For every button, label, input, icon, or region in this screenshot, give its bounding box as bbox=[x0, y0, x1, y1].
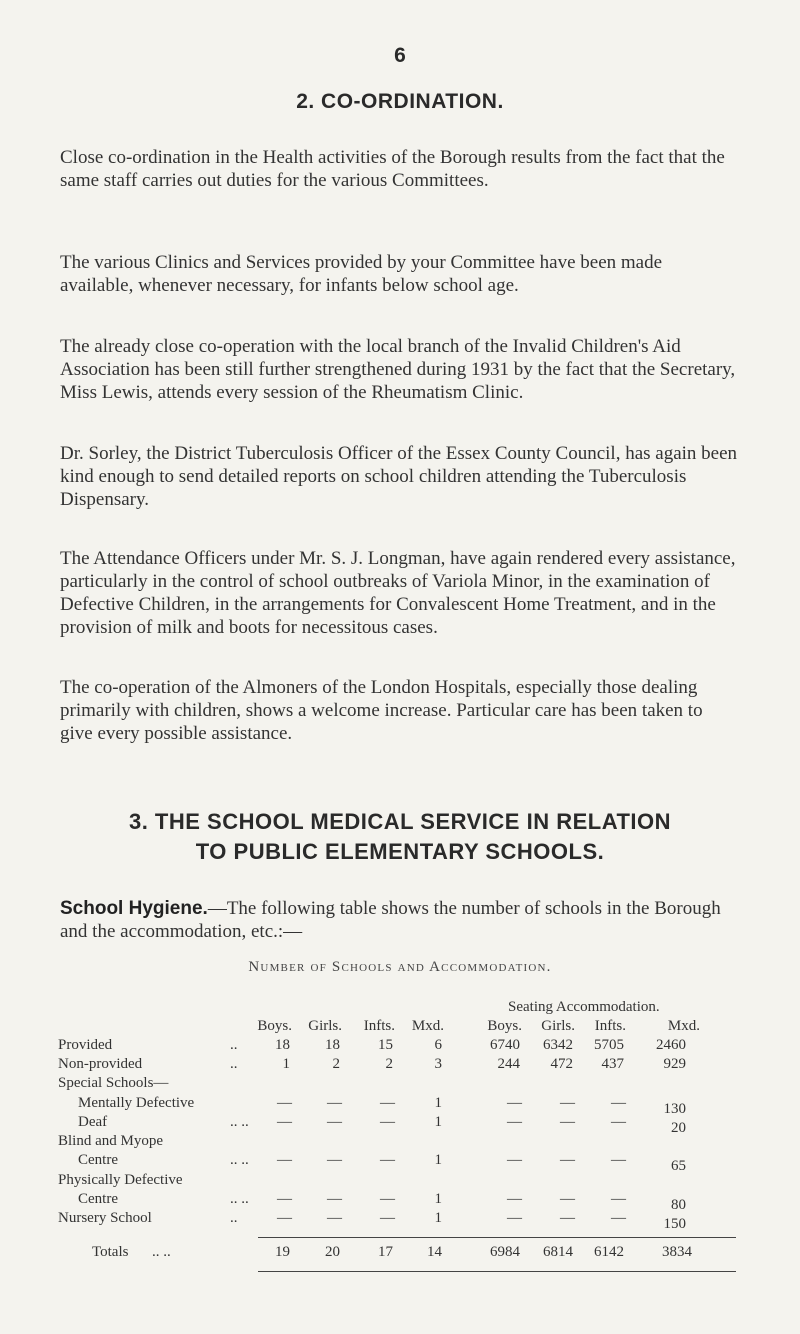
table-cell: 2 bbox=[332, 1056, 340, 1072]
table-cell: — bbox=[380, 1152, 395, 1168]
row-label: Deaf bbox=[78, 1114, 108, 1130]
table-cell: — bbox=[611, 1210, 626, 1226]
table-cell: — bbox=[611, 1095, 626, 1111]
column-header: Infts. bbox=[594, 1018, 626, 1034]
table-cell: — bbox=[380, 1095, 395, 1111]
table-cell: — bbox=[327, 1210, 342, 1226]
table-cell: — bbox=[507, 1095, 522, 1111]
table-cell: 1 bbox=[434, 1114, 442, 1130]
table-cell: — bbox=[277, 1152, 292, 1168]
table-cell: 1 bbox=[434, 1210, 442, 1226]
table-cell: 1 bbox=[434, 1152, 442, 1168]
table-cell: — bbox=[507, 1152, 522, 1168]
table-cell: 6740 bbox=[490, 1037, 520, 1053]
table-cell: — bbox=[507, 1191, 522, 1207]
totals-cell: 17 bbox=[378, 1244, 393, 1260]
table-cell: — bbox=[277, 1114, 292, 1130]
row-leader-dots: .. bbox=[230, 1210, 238, 1226]
totals-cell: 20 bbox=[325, 1244, 340, 1260]
row-leader-dots: .. bbox=[230, 1056, 238, 1072]
column-header: Mxd. bbox=[667, 1018, 700, 1034]
totals-cell: 19 bbox=[275, 1244, 290, 1260]
table-cell: 1 bbox=[282, 1056, 290, 1072]
row-label: Centre bbox=[78, 1152, 118, 1168]
row-label: Special Schools— bbox=[58, 1075, 169, 1091]
table-cell: — bbox=[507, 1114, 522, 1130]
table-cell: — bbox=[507, 1210, 522, 1226]
totals-cell: 3834 bbox=[662, 1244, 692, 1260]
table-cell: 472 bbox=[550, 1056, 573, 1072]
totals-top-rule bbox=[258, 1237, 736, 1238]
table-cell: 18 bbox=[275, 1037, 290, 1053]
table-cell: — bbox=[277, 1210, 292, 1226]
school-hygiene-intro: —The following table shows the number of schools in the Borough and the accommodation, etc.:— bbox=[60, 898, 721, 942]
table-cell: — bbox=[611, 1191, 626, 1207]
row-label: Nursery School bbox=[58, 1210, 152, 1226]
table-cell: 65 bbox=[671, 1158, 686, 1174]
paragraph: The Attendance Officers under Mr. S. J. Longman, have again rendered every assistance, particularly in the control of school outbreaks of Variola Minor, in the examination of Defective Children, in the arrangements for Convalescent Home Treatment, and in the provision of milk and boots for necessitous cases. bbox=[60, 548, 736, 638]
table-cell: 929 bbox=[663, 1056, 686, 1072]
section-heading-line: 3. THE SCHOOL MEDICAL SERVICE IN RELATION bbox=[128, 809, 672, 834]
column-header: Girls. bbox=[541, 1018, 575, 1034]
page-number: 6 bbox=[394, 44, 406, 67]
table-cell: 437 bbox=[601, 1056, 624, 1072]
table-cell: — bbox=[560, 1095, 575, 1111]
totals-cell: 6814 bbox=[543, 1244, 573, 1260]
table-cell: 244 bbox=[497, 1056, 520, 1072]
row-leader-dots: .. .. bbox=[230, 1114, 249, 1130]
table-caption: Number of Schools and Accommodation. bbox=[248, 959, 552, 975]
table-cell: — bbox=[277, 1095, 292, 1111]
table-cell: 80 bbox=[671, 1197, 686, 1213]
table-cell: 2460 bbox=[656, 1037, 686, 1053]
table-cell: 1 bbox=[434, 1191, 442, 1207]
totals-bottom-rule bbox=[258, 1271, 736, 1272]
column-group-header: Seating Accommodation. bbox=[508, 999, 660, 1015]
table-cell: 150 bbox=[663, 1216, 686, 1232]
totals-cell: 6984 bbox=[490, 1244, 520, 1260]
table-cell: 6342 bbox=[543, 1037, 573, 1053]
row-label: Mentally Defective bbox=[78, 1095, 195, 1111]
table-cell: — bbox=[380, 1114, 395, 1130]
table-cell: 15 bbox=[378, 1037, 393, 1053]
row-leader-dots: .. bbox=[230, 1037, 238, 1053]
table-cell: 5705 bbox=[594, 1037, 624, 1053]
table-cell: — bbox=[277, 1191, 292, 1207]
table-cell: 130 bbox=[663, 1101, 686, 1117]
paragraph: The co-operation of the Almoners of the London Hospitals, especially those dealing primarily with children, shows a welcome increase. Particular care has been taken to give every possible assistance. bbox=[60, 677, 703, 744]
table-cell: — bbox=[380, 1210, 395, 1226]
table-cell: 20 bbox=[671, 1120, 686, 1136]
row-label: Provided bbox=[58, 1037, 113, 1053]
paragraph: The already close co-operation with the local branch of the Invalid Children's Aid Association has been still further strengthened during 1931 by the fact that the Secretary, Miss Lewis, attends every session of the Rheumatism Clinic. bbox=[60, 336, 736, 403]
row-label: Physically Defective bbox=[58, 1172, 183, 1188]
row-label: Blind and Myope bbox=[58, 1133, 163, 1149]
table-cell: — bbox=[560, 1210, 575, 1226]
table-cell: — bbox=[560, 1114, 575, 1130]
table-cell: 18 bbox=[325, 1037, 340, 1053]
totals-cell: 14 bbox=[427, 1244, 442, 1260]
row-label: Centre bbox=[78, 1191, 118, 1207]
column-header: Infts. bbox=[363, 1018, 395, 1034]
column-header: Girls. bbox=[308, 1018, 342, 1034]
table-cell: 2 bbox=[385, 1056, 393, 1072]
table-cell: — bbox=[327, 1191, 342, 1207]
table-cell: — bbox=[611, 1152, 626, 1168]
column-header: Boys. bbox=[487, 1018, 522, 1034]
section-heading-line: TO PUBLIC ELEMENTARY SCHOOLS. bbox=[195, 839, 605, 864]
table-cell: 1 bbox=[434, 1095, 442, 1111]
row-label: Non-provided bbox=[58, 1056, 143, 1072]
totals-label: Totals bbox=[92, 1244, 129, 1260]
row-leader-dots: .. .. bbox=[230, 1152, 249, 1168]
row-leader-dots: .. .. bbox=[152, 1244, 171, 1260]
column-header: Boys. bbox=[257, 1018, 292, 1034]
subheading-school-hygiene: School Hygiene. bbox=[60, 898, 208, 919]
table-cell: — bbox=[560, 1191, 575, 1207]
paragraph: Close co-ordination in the Health activities of the Borough results from the fact that the same staff carries out duties for the various Committees. bbox=[60, 147, 725, 191]
row-leader-dots: .. .. bbox=[230, 1191, 249, 1207]
table-cell: 3 bbox=[434, 1056, 442, 1072]
paragraph: The various Clinics and Services provided by your Committee have been made available, whenever necessary, for infants below school age. bbox=[60, 252, 663, 296]
column-header: Mxd. bbox=[411, 1018, 444, 1034]
table-cell: — bbox=[560, 1152, 575, 1168]
table-cell: — bbox=[327, 1114, 342, 1130]
paragraph: Dr. Sorley, the District Tuberculosis Officer of the Essex County Council, has again been kind enough to send detailed reports on school children attending the Tuberculosis Dispensary. bbox=[60, 443, 738, 510]
section-heading-coordination: 2. CO-ORDINATION. bbox=[296, 90, 504, 113]
table-cell: — bbox=[380, 1191, 395, 1207]
table-cell: — bbox=[327, 1095, 342, 1111]
table-cell: — bbox=[327, 1152, 342, 1168]
table-cell: — bbox=[611, 1114, 626, 1130]
totals-cell: 6142 bbox=[594, 1244, 624, 1260]
table-cell: 6 bbox=[434, 1037, 442, 1053]
